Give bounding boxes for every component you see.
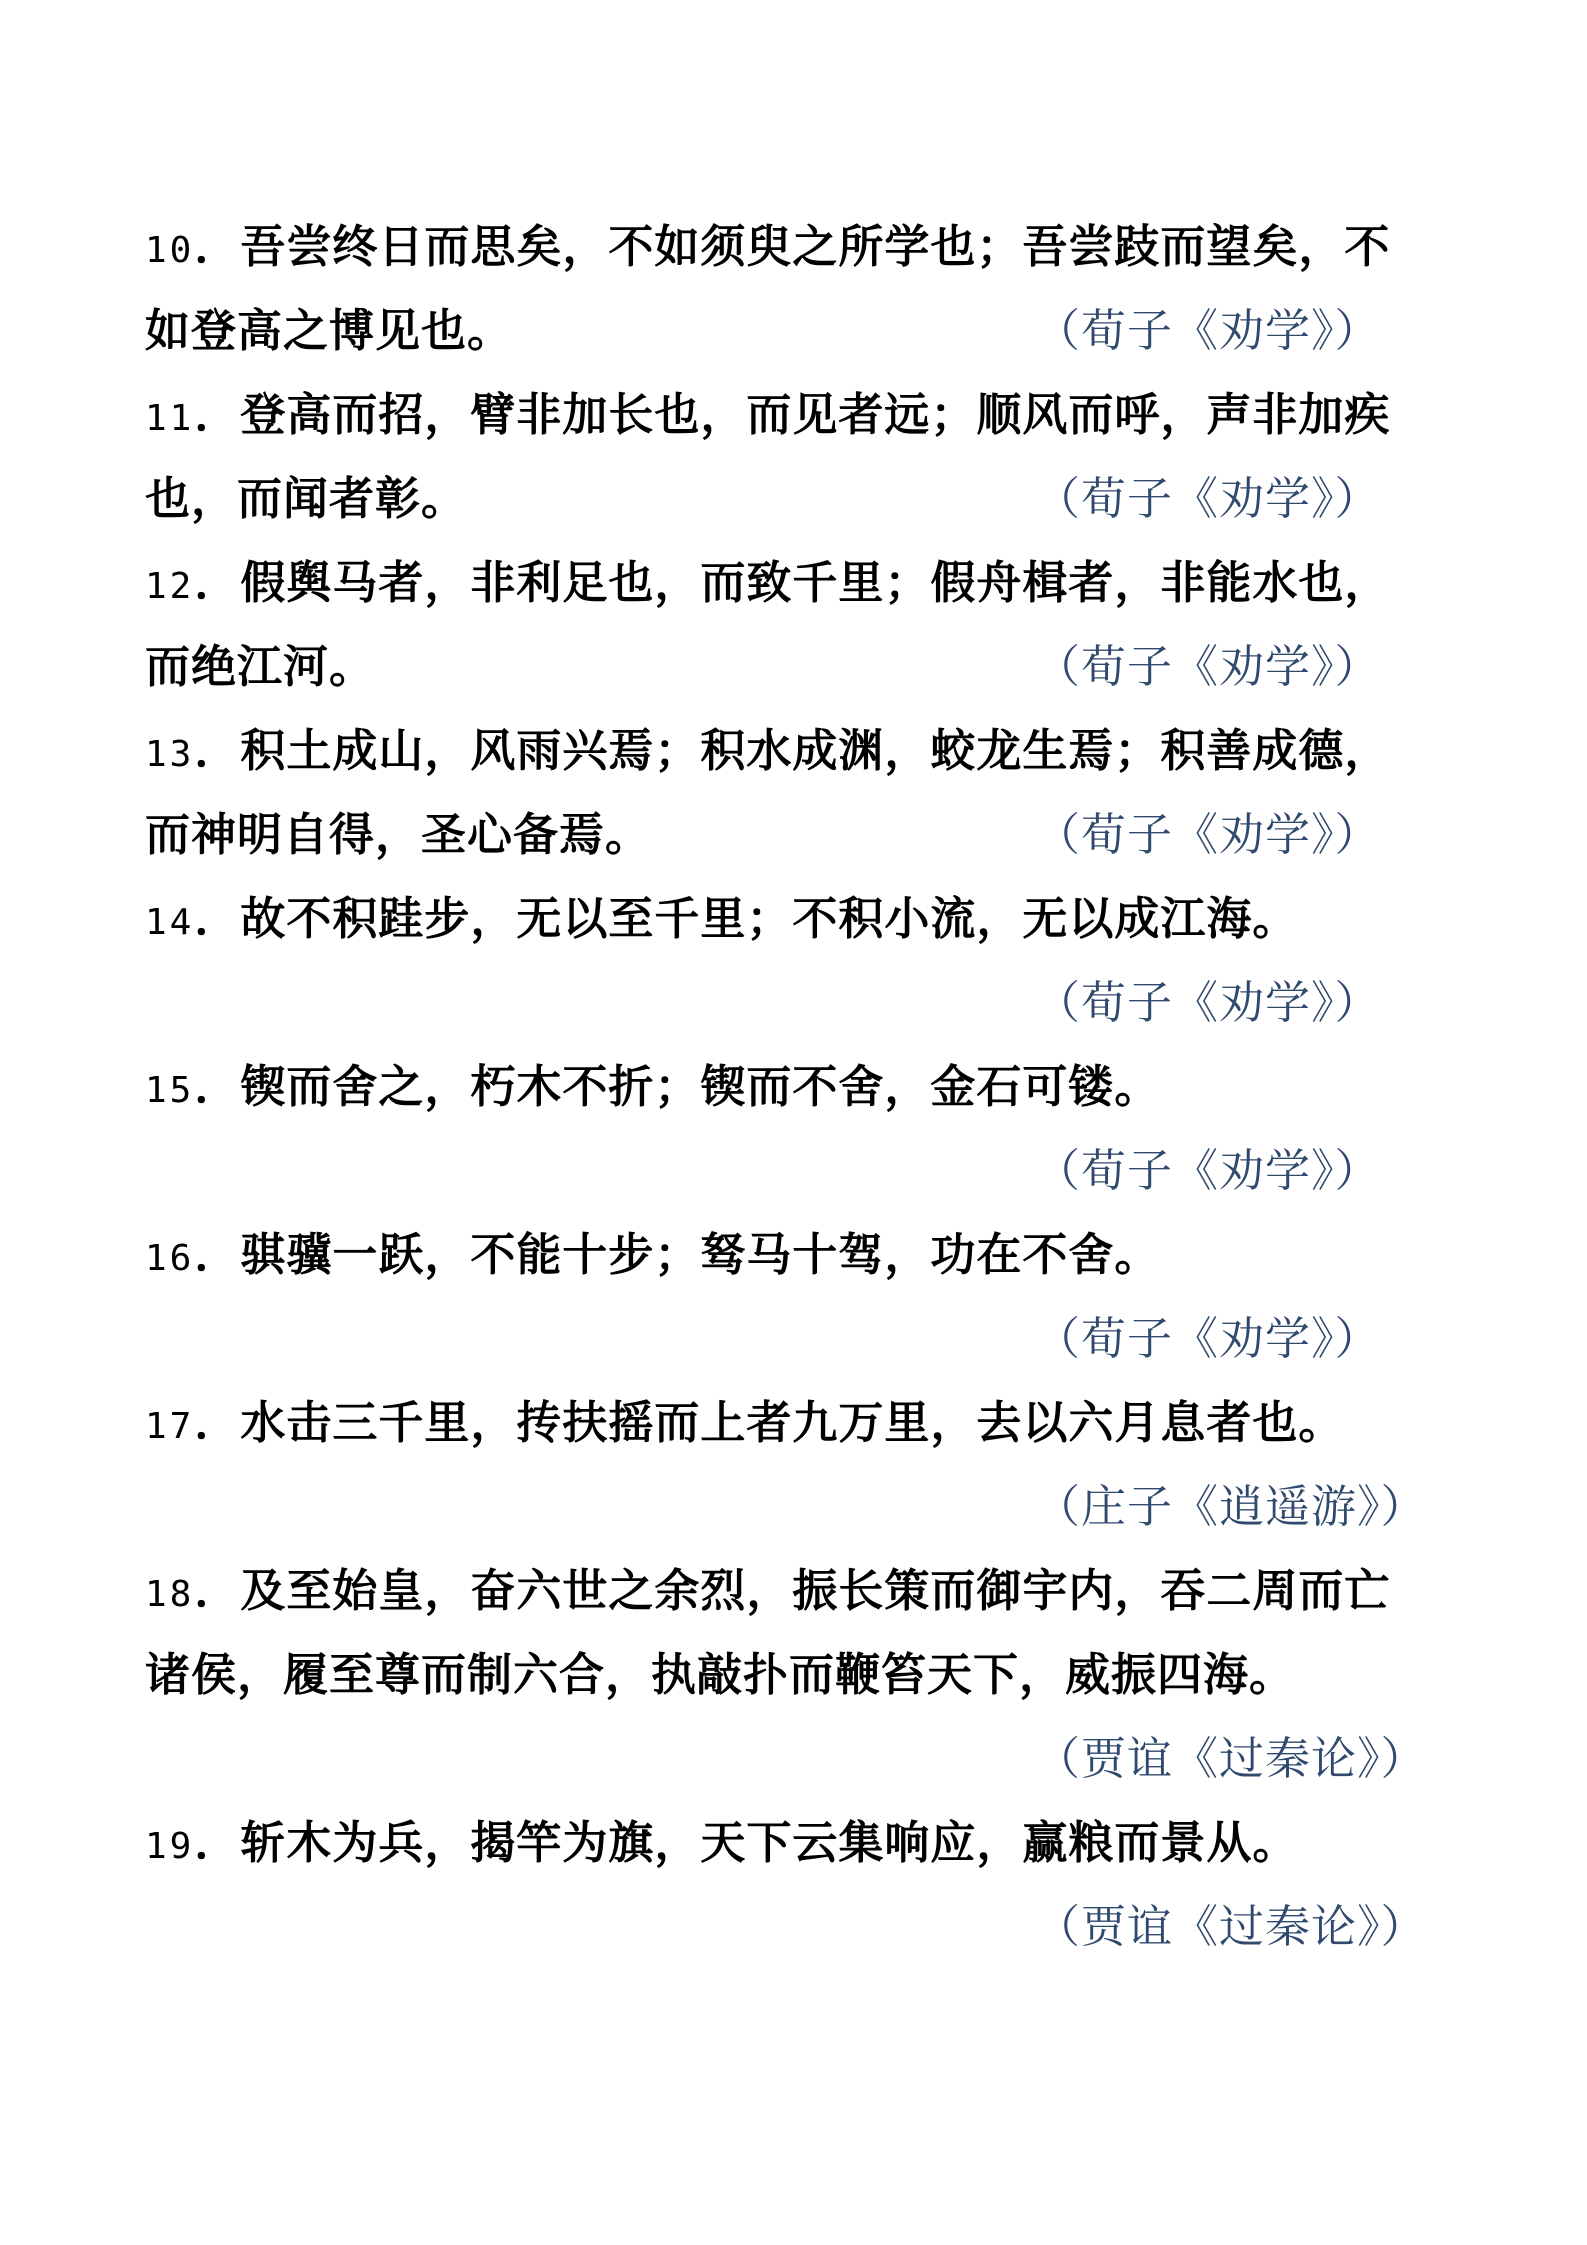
number-separator: ． — [194, 220, 241, 273]
entry-18-line-1 — [145, 1549, 1445, 1633]
entry-17-source-line — [145, 1465, 1445, 1549]
entry-number: 13 — [145, 734, 195, 775]
quote-text: 水击三千里，抟扶摇而上者九万里，去以六月息者也。 — [240, 1396, 1345, 1449]
entry-14-source-line — [145, 961, 1445, 1045]
entry-13-line-2 — [145, 793, 1445, 877]
source-citation: （贾谊《过秦论》） — [1035, 1732, 1427, 1785]
quote-text: 如登高之博见也。 — [145, 304, 514, 357]
number-separator: ． — [194, 1564, 241, 1617]
entry-number: 14 — [145, 902, 195, 943]
entry-number: 11 — [145, 398, 195, 439]
source-citation: （荀子《劝学》） — [1035, 976, 1381, 1029]
source-citation: （庄子《逍遥游》） — [1035, 1480, 1427, 1533]
number-separator: ． — [194, 892, 241, 945]
quote-text: 积土成山，风雨兴焉；积水成渊，蛟龙生焉；积善成德， — [240, 724, 1391, 777]
number-separator: ． — [194, 1060, 241, 1113]
entry-number: 19 — [145, 1826, 195, 1867]
entry-10-line-1 — [145, 205, 1445, 289]
entry-number: 15 — [145, 1070, 195, 1111]
number-separator: ． — [194, 724, 241, 777]
source-citation: （贾谊《过秦论》） — [1035, 1900, 1427, 1953]
number-separator: ． — [194, 1816, 241, 1869]
entry-10-line-2 — [145, 289, 1445, 373]
entry-11-line-2 — [145, 457, 1445, 541]
quote-text: 假舆马者，非利足也，而致千里；假舟楫者，非能水也， — [240, 556, 1391, 609]
quote-text: 骐骥一跃，不能十步；驽马十驾，功在不舍。 — [240, 1228, 1161, 1281]
entry-17-line-1 — [145, 1381, 1445, 1465]
entry-12-line-2 — [145, 625, 1445, 709]
source-citation: （荀子《劝学》） — [1035, 472, 1381, 525]
source-citation: （荀子《劝学》） — [1035, 1312, 1381, 1365]
entry-14-line-1 — [145, 877, 1445, 961]
quotation-list — [145, 205, 1445, 1969]
entry-18-source-line — [145, 1717, 1445, 1801]
quote-text: 也，而闻者彰。 — [145, 472, 468, 525]
entry-19-source-line — [145, 1885, 1445, 1969]
source-citation: （荀子《劝学》） — [1035, 304, 1381, 357]
quote-text: 而绝江河。 — [145, 640, 376, 693]
quote-text: 吾尝终日而思矣，不如须臾之所学也；吾尝跂而望矣，不 — [240, 220, 1391, 273]
entry-15-line-1 — [145, 1045, 1445, 1129]
entry-12-line-1 — [145, 541, 1445, 625]
entry-number: 16 — [145, 1238, 195, 1279]
quote-text: 而神明自得，圣心备焉。 — [145, 808, 652, 861]
quote-text: 故不积跬步，无以至千里；不积小流，无以成江海。 — [240, 892, 1299, 945]
quote-text: 及至始皇，奋六世之余烈，振长策而御宇内，吞二周而亡 — [240, 1564, 1391, 1617]
quote-text: 斩木为兵，揭竿为旗，天下云集响应，赢粮而景从。 — [240, 1816, 1299, 1869]
quote-text: 登高而招，臂非加长也，而见者远；顺风而呼，声非加疾 — [240, 388, 1391, 441]
entry-18-line-2 — [145, 1633, 1445, 1717]
quote-text: 诸侯，履至尊而制六合，执敲扑而鞭笞天下，威振四海。 — [145, 1648, 1296, 1701]
entry-11-line-1 — [145, 373, 1445, 457]
entry-number: 18 — [145, 1574, 195, 1615]
number-separator: ． — [194, 1396, 241, 1449]
entry-13-line-1 — [145, 709, 1445, 793]
number-separator: ． — [194, 388, 241, 441]
number-separator: ． — [194, 1228, 241, 1281]
source-citation: （荀子《劝学》） — [1035, 808, 1381, 861]
entry-number: 12 — [145, 566, 195, 607]
entry-15-source-line — [145, 1129, 1445, 1213]
entry-number: 17 — [145, 1406, 195, 1447]
source-citation: （荀子《劝学》） — [1035, 1144, 1381, 1197]
entry-16-source-line — [145, 1297, 1445, 1381]
entry-number: 10 — [145, 230, 195, 271]
entry-16-line-1 — [145, 1213, 1445, 1297]
source-citation: （荀子《劝学》） — [1035, 640, 1381, 693]
entry-19-line-1 — [145, 1801, 1445, 1885]
quote-text: 锲而舍之，朽木不折；锲而不舍，金石可镂。 — [240, 1060, 1161, 1113]
number-separator: ． — [194, 556, 241, 609]
